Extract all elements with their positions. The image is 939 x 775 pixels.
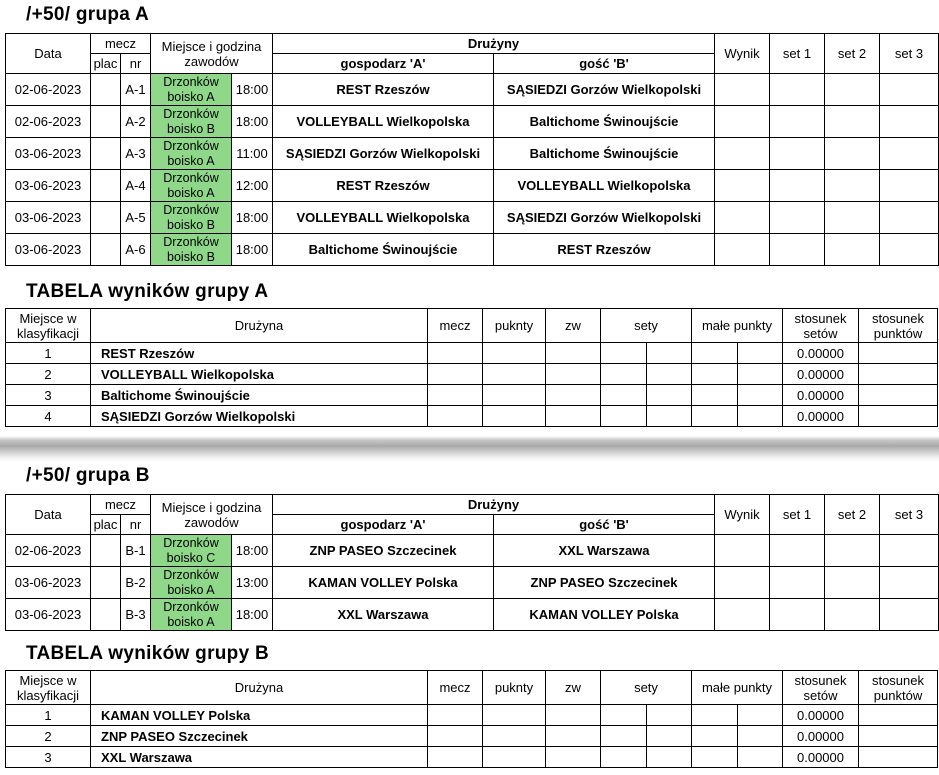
standing-small-lost: [738, 385, 783, 406]
match-row: [6, 138, 939, 170]
standing-small-won: [692, 406, 738, 427]
standings-row: [6, 364, 938, 385]
match-set2[interactable]: [825, 599, 880, 631]
col-venue-time: Miejsce i godzina zawodów: [151, 495, 273, 535]
standing-small-lost: [738, 726, 783, 747]
col-nr: nr: [121, 54, 151, 74]
standing-team: ZNP PASEO Szczecinek: [91, 726, 428, 747]
standing-point-ratio: [859, 364, 938, 385]
standing-small-won: [692, 343, 738, 364]
match-row: [6, 106, 939, 138]
standing-wins: [546, 747, 601, 768]
col-place: Miejsce w klasyfikacji: [6, 309, 91, 343]
match-date: 03-06-2023: [6, 567, 91, 599]
standing-team: REST Rzeszów: [91, 343, 428, 364]
standing-sets-lost: [647, 705, 692, 726]
match-set3[interactable]: [880, 535, 939, 567]
standing-sets-lost: [647, 747, 692, 768]
col-wins: zw: [546, 309, 601, 343]
col-team: Drużyna: [91, 309, 428, 343]
match-result[interactable]: [715, 535, 770, 567]
standing-small-won: [692, 705, 738, 726]
match-set2[interactable]: [825, 202, 880, 234]
match-time: 13:00: [232, 567, 273, 599]
standing-set-ratio: 0.00000: [783, 343, 859, 364]
match-set1[interactable]: [770, 599, 825, 631]
match-plac: [91, 106, 121, 138]
standing-small-won: [692, 385, 738, 406]
standing-points: [483, 747, 546, 768]
standing-small-lost: [738, 705, 783, 726]
match-away-team: SĄSIEDZI Gorzów Wielkopolski: [494, 74, 715, 106]
group-b-schedule: [5, 494, 939, 631]
standings-row: [6, 406, 938, 427]
match-venue: Drzonków boisko A: [151, 567, 232, 599]
match-plac: [91, 567, 121, 599]
match-result[interactable]: [715, 202, 770, 234]
standing-set-ratio: 0.00000: [783, 406, 859, 427]
match-row: [6, 202, 939, 234]
standing-points: [483, 385, 546, 406]
match-set2[interactable]: [825, 138, 880, 170]
match-home-team: XXL Warszawa: [273, 599, 494, 631]
match-home-team: Baltichome Świnoujście: [273, 234, 494, 266]
standing-team: VOLLEYBALL Wielkopolska: [91, 364, 428, 385]
group-a-title: /+50/ grupa A: [26, 4, 150, 25]
standing-wins: [546, 726, 601, 747]
match-away-team: REST Rzeszów: [494, 234, 715, 266]
col-set3: set 3: [880, 495, 939, 535]
col-set-ratio: stosunek setów: [783, 309, 859, 343]
match-row: [6, 170, 939, 202]
match-nr: A-4: [121, 170, 151, 202]
standing-point-ratio: [859, 726, 938, 747]
col-set1: set 1: [770, 34, 825, 74]
standing-wins: [546, 364, 601, 385]
col-set2: set 2: [825, 495, 880, 535]
match-home-team: SĄSIEDZI Gorzów Wielkopolski: [273, 138, 494, 170]
match-set3[interactable]: [880, 567, 939, 599]
match-plac: [91, 535, 121, 567]
page-break-shadow: [0, 436, 939, 462]
standing-small-lost: [738, 364, 783, 385]
standing-points: [483, 343, 546, 364]
standings-row: [6, 385, 938, 406]
match-set2[interactable]: [825, 106, 880, 138]
match-nr: B-3: [121, 599, 151, 631]
match-set1[interactable]: [770, 106, 825, 138]
match-set3[interactable]: [880, 599, 939, 631]
match-time: 18:00: [232, 535, 273, 567]
standing-sets-lost: [647, 385, 692, 406]
match-row: [6, 567, 939, 599]
match-set2[interactable]: [825, 567, 880, 599]
match-set1[interactable]: [770, 202, 825, 234]
match-away-team: XXL Warszawa: [494, 535, 715, 567]
match-set3[interactable]: [880, 74, 939, 106]
col-matches: mecz: [428, 671, 483, 705]
match-set2[interactable]: [825, 170, 880, 202]
standing-set-ratio: 0.00000: [783, 364, 859, 385]
standing-place: 3: [6, 747, 91, 768]
standing-team: SĄSIEDZI Gorzów Wielkopolski: [91, 406, 428, 427]
match-plac: [91, 138, 121, 170]
match-date: 03-06-2023: [6, 202, 91, 234]
match-plac: [91, 599, 121, 631]
match-result[interactable]: [715, 74, 770, 106]
standing-team: XXL Warszawa: [91, 747, 428, 768]
match-result[interactable]: [715, 599, 770, 631]
standing-matches: [428, 406, 483, 427]
match-set2[interactable]: [825, 535, 880, 567]
match-row: [6, 599, 939, 631]
standing-team: Baltichome Świnoujście: [91, 385, 428, 406]
match-away-team: SĄSIEDZI Gorzów Wielkopolski: [494, 202, 715, 234]
col-points: puknty: [483, 309, 546, 343]
match-venue: Drzonków boisko B: [151, 234, 232, 266]
standing-small-won: [692, 726, 738, 747]
match-date: 02-06-2023: [6, 535, 91, 567]
match-set1[interactable]: [770, 74, 825, 106]
match-nr: A-5: [121, 202, 151, 234]
standing-point-ratio: [859, 747, 938, 768]
match-nr: B-1: [121, 535, 151, 567]
match-set1[interactable]: [770, 535, 825, 567]
match-nr: B-2: [121, 567, 151, 599]
group-a-standings-title: TABELA wyników grupy A: [26, 281, 269, 302]
col-away: gość 'B': [494, 515, 715, 535]
match-home-team: VOLLEYBALL Wielkopolska: [273, 106, 494, 138]
match-set1[interactable]: [770, 234, 825, 266]
col-wins: zw: [546, 671, 601, 705]
col-away: gość 'B': [494, 54, 715, 74]
match-set3[interactable]: [880, 138, 939, 170]
col-small-points: małe punkty: [692, 671, 783, 705]
standing-small-won: [692, 747, 738, 768]
standings-row: [6, 343, 938, 364]
standing-small-lost: [738, 406, 783, 427]
group-a-schedule: [5, 33, 939, 266]
standing-sets-won: [601, 406, 647, 427]
standing-sets-won: [601, 726, 647, 747]
standing-sets-won: [601, 705, 647, 726]
col-result: Wynik: [715, 495, 770, 535]
col-team: Drużyna: [91, 671, 428, 705]
match-result[interactable]: [715, 138, 770, 170]
match-time: 18:00: [232, 234, 273, 266]
standing-points: [483, 364, 546, 385]
match-home-team: ZNP PASEO Szczecinek: [273, 535, 494, 567]
col-point-ratio: stosunek punktów: [859, 671, 938, 705]
group-b-standings-title: TABELA wyników grupy B: [26, 643, 270, 664]
match-home-team: VOLLEYBALL Wielkopolska: [273, 202, 494, 234]
col-plac: plac: [91, 515, 121, 535]
standing-wins: [546, 406, 601, 427]
match-date: 03-06-2023: [6, 170, 91, 202]
match-nr: A-6: [121, 234, 151, 266]
match-set1[interactable]: [770, 138, 825, 170]
standing-matches: [428, 726, 483, 747]
match-set1[interactable]: [770, 567, 825, 599]
standings-row: [6, 705, 938, 726]
standing-points: [483, 726, 546, 747]
match-result[interactable]: [715, 170, 770, 202]
standing-point-ratio: [859, 705, 938, 726]
col-point-ratio: stosunek punktów: [859, 309, 938, 343]
standing-place: 3: [6, 385, 91, 406]
match-plac: [91, 202, 121, 234]
standing-place: 4: [6, 406, 91, 427]
col-place: Miejsce w klasyfikacji: [6, 671, 91, 705]
match-date: 02-06-2023: [6, 74, 91, 106]
col-set1: set 1: [770, 495, 825, 535]
standing-point-ratio: [859, 385, 938, 406]
match-set3[interactable]: [880, 170, 939, 202]
col-mecz: mecz: [91, 34, 151, 54]
standing-sets-won: [601, 747, 647, 768]
standing-sets-won: [601, 343, 647, 364]
match-plac: [91, 74, 121, 106]
standing-matches: [428, 364, 483, 385]
col-matches: mecz: [428, 309, 483, 343]
match-home-team: REST Rzeszów: [273, 74, 494, 106]
standing-set-ratio: 0.00000: [783, 747, 859, 768]
match-venue: Drzonków boisko C: [151, 535, 232, 567]
col-sets: sety: [601, 671, 692, 705]
match-venue: Drzonków boisko A: [151, 170, 232, 202]
match-away-team: Baltichome Świnoujście: [494, 138, 715, 170]
standing-set-ratio: 0.00000: [783, 705, 859, 726]
col-sets: sety: [601, 309, 692, 343]
standing-matches: [428, 385, 483, 406]
col-set2: set 2: [825, 34, 880, 74]
match-home-team: REST Rzeszów: [273, 170, 494, 202]
col-plac: plac: [91, 54, 121, 74]
match-away-team: KAMAN VOLLEY Polska: [494, 599, 715, 631]
standing-points: [483, 705, 546, 726]
standing-sets-lost: [647, 406, 692, 427]
match-set1[interactable]: [770, 170, 825, 202]
standing-place: 1: [6, 705, 91, 726]
match-set3[interactable]: [880, 202, 939, 234]
col-home: gospodarz 'A': [273, 54, 494, 74]
match-time: 11:00: [232, 138, 273, 170]
match-time: 18:00: [232, 202, 273, 234]
standing-point-ratio: [859, 343, 938, 364]
standing-set-ratio: 0.00000: [783, 726, 859, 747]
col-teams: Drużyny: [273, 34, 715, 54]
standings-row: [6, 747, 938, 768]
match-date: 02-06-2023: [6, 106, 91, 138]
match-time: 18:00: [232, 106, 273, 138]
col-home: gospodarz 'A': [273, 515, 494, 535]
match-row: [6, 234, 939, 266]
match-venue: Drzonków boisko A: [151, 74, 232, 106]
standing-sets-lost: [647, 343, 692, 364]
match-date: 03-06-2023: [6, 599, 91, 631]
match-plac: [91, 234, 121, 266]
standing-matches: [428, 343, 483, 364]
col-date: Data: [6, 34, 91, 74]
match-result[interactable]: [715, 234, 770, 266]
col-result: Wynik: [715, 34, 770, 74]
standing-matches: [428, 705, 483, 726]
match-set3[interactable]: [880, 106, 939, 138]
match-set2[interactable]: [825, 74, 880, 106]
match-venue: Drzonków boisko A: [151, 599, 232, 631]
standing-sets-lost: [647, 364, 692, 385]
standing-small-lost: [738, 343, 783, 364]
standing-sets-won: [601, 385, 647, 406]
standing-wins: [546, 343, 601, 364]
group-b-standings: [5, 670, 938, 768]
standing-place: 2: [6, 726, 91, 747]
standing-wins: [546, 705, 601, 726]
standing-team: KAMAN VOLLEY Polska: [91, 705, 428, 726]
standing-wins: [546, 385, 601, 406]
standings-row: [6, 726, 938, 747]
match-date: 03-06-2023: [6, 234, 91, 266]
group-a-standings: [5, 308, 938, 427]
match-result[interactable]: [715, 567, 770, 599]
col-set-ratio: stosunek setów: [783, 671, 859, 705]
standing-set-ratio: 0.00000: [783, 385, 859, 406]
standing-points: [483, 406, 546, 427]
match-away-team: Baltichome Świnoujście: [494, 106, 715, 138]
match-venue: Drzonków boisko A: [151, 138, 232, 170]
standing-small-won: [692, 364, 738, 385]
match-row: [6, 535, 939, 567]
match-away-team: VOLLEYBALL Wielkopolska: [494, 170, 715, 202]
match-venue: Drzonków boisko B: [151, 106, 232, 138]
standing-place: 1: [6, 343, 91, 364]
match-result[interactable]: [715, 106, 770, 138]
group-b-title: /+50/ grupa B: [26, 465, 150, 486]
match-plac: [91, 170, 121, 202]
standing-small-lost: [738, 747, 783, 768]
match-row: [6, 74, 939, 106]
col-mecz: mecz: [91, 495, 151, 515]
match-time: 18:00: [232, 74, 273, 106]
standing-place: 2: [6, 364, 91, 385]
match-set3[interactable]: [880, 234, 939, 266]
standing-matches: [428, 747, 483, 768]
standing-point-ratio: [859, 406, 938, 427]
match-nr: A-1: [121, 74, 151, 106]
match-venue: Drzonków boisko B: [151, 202, 232, 234]
col-date: Data: [6, 495, 91, 535]
col-venue-time: Miejsce i godzina zawodów: [151, 34, 273, 74]
match-home-team: KAMAN VOLLEY Polska: [273, 567, 494, 599]
match-nr: A-3: [121, 138, 151, 170]
standing-sets-won: [601, 364, 647, 385]
col-points: puknty: [483, 671, 546, 705]
match-time: 12:00: [232, 170, 273, 202]
match-date: 03-06-2023: [6, 138, 91, 170]
match-set2[interactable]: [825, 234, 880, 266]
match-nr: A-2: [121, 106, 151, 138]
standing-sets-lost: [647, 726, 692, 747]
col-nr: nr: [121, 515, 151, 535]
col-small-points: małe punkty: [692, 309, 783, 343]
match-away-team: ZNP PASEO Szczecinek: [494, 567, 715, 599]
col-set3: set 3: [880, 34, 939, 74]
col-teams: Drużyny: [273, 495, 715, 515]
match-time: 18:00: [232, 599, 273, 631]
